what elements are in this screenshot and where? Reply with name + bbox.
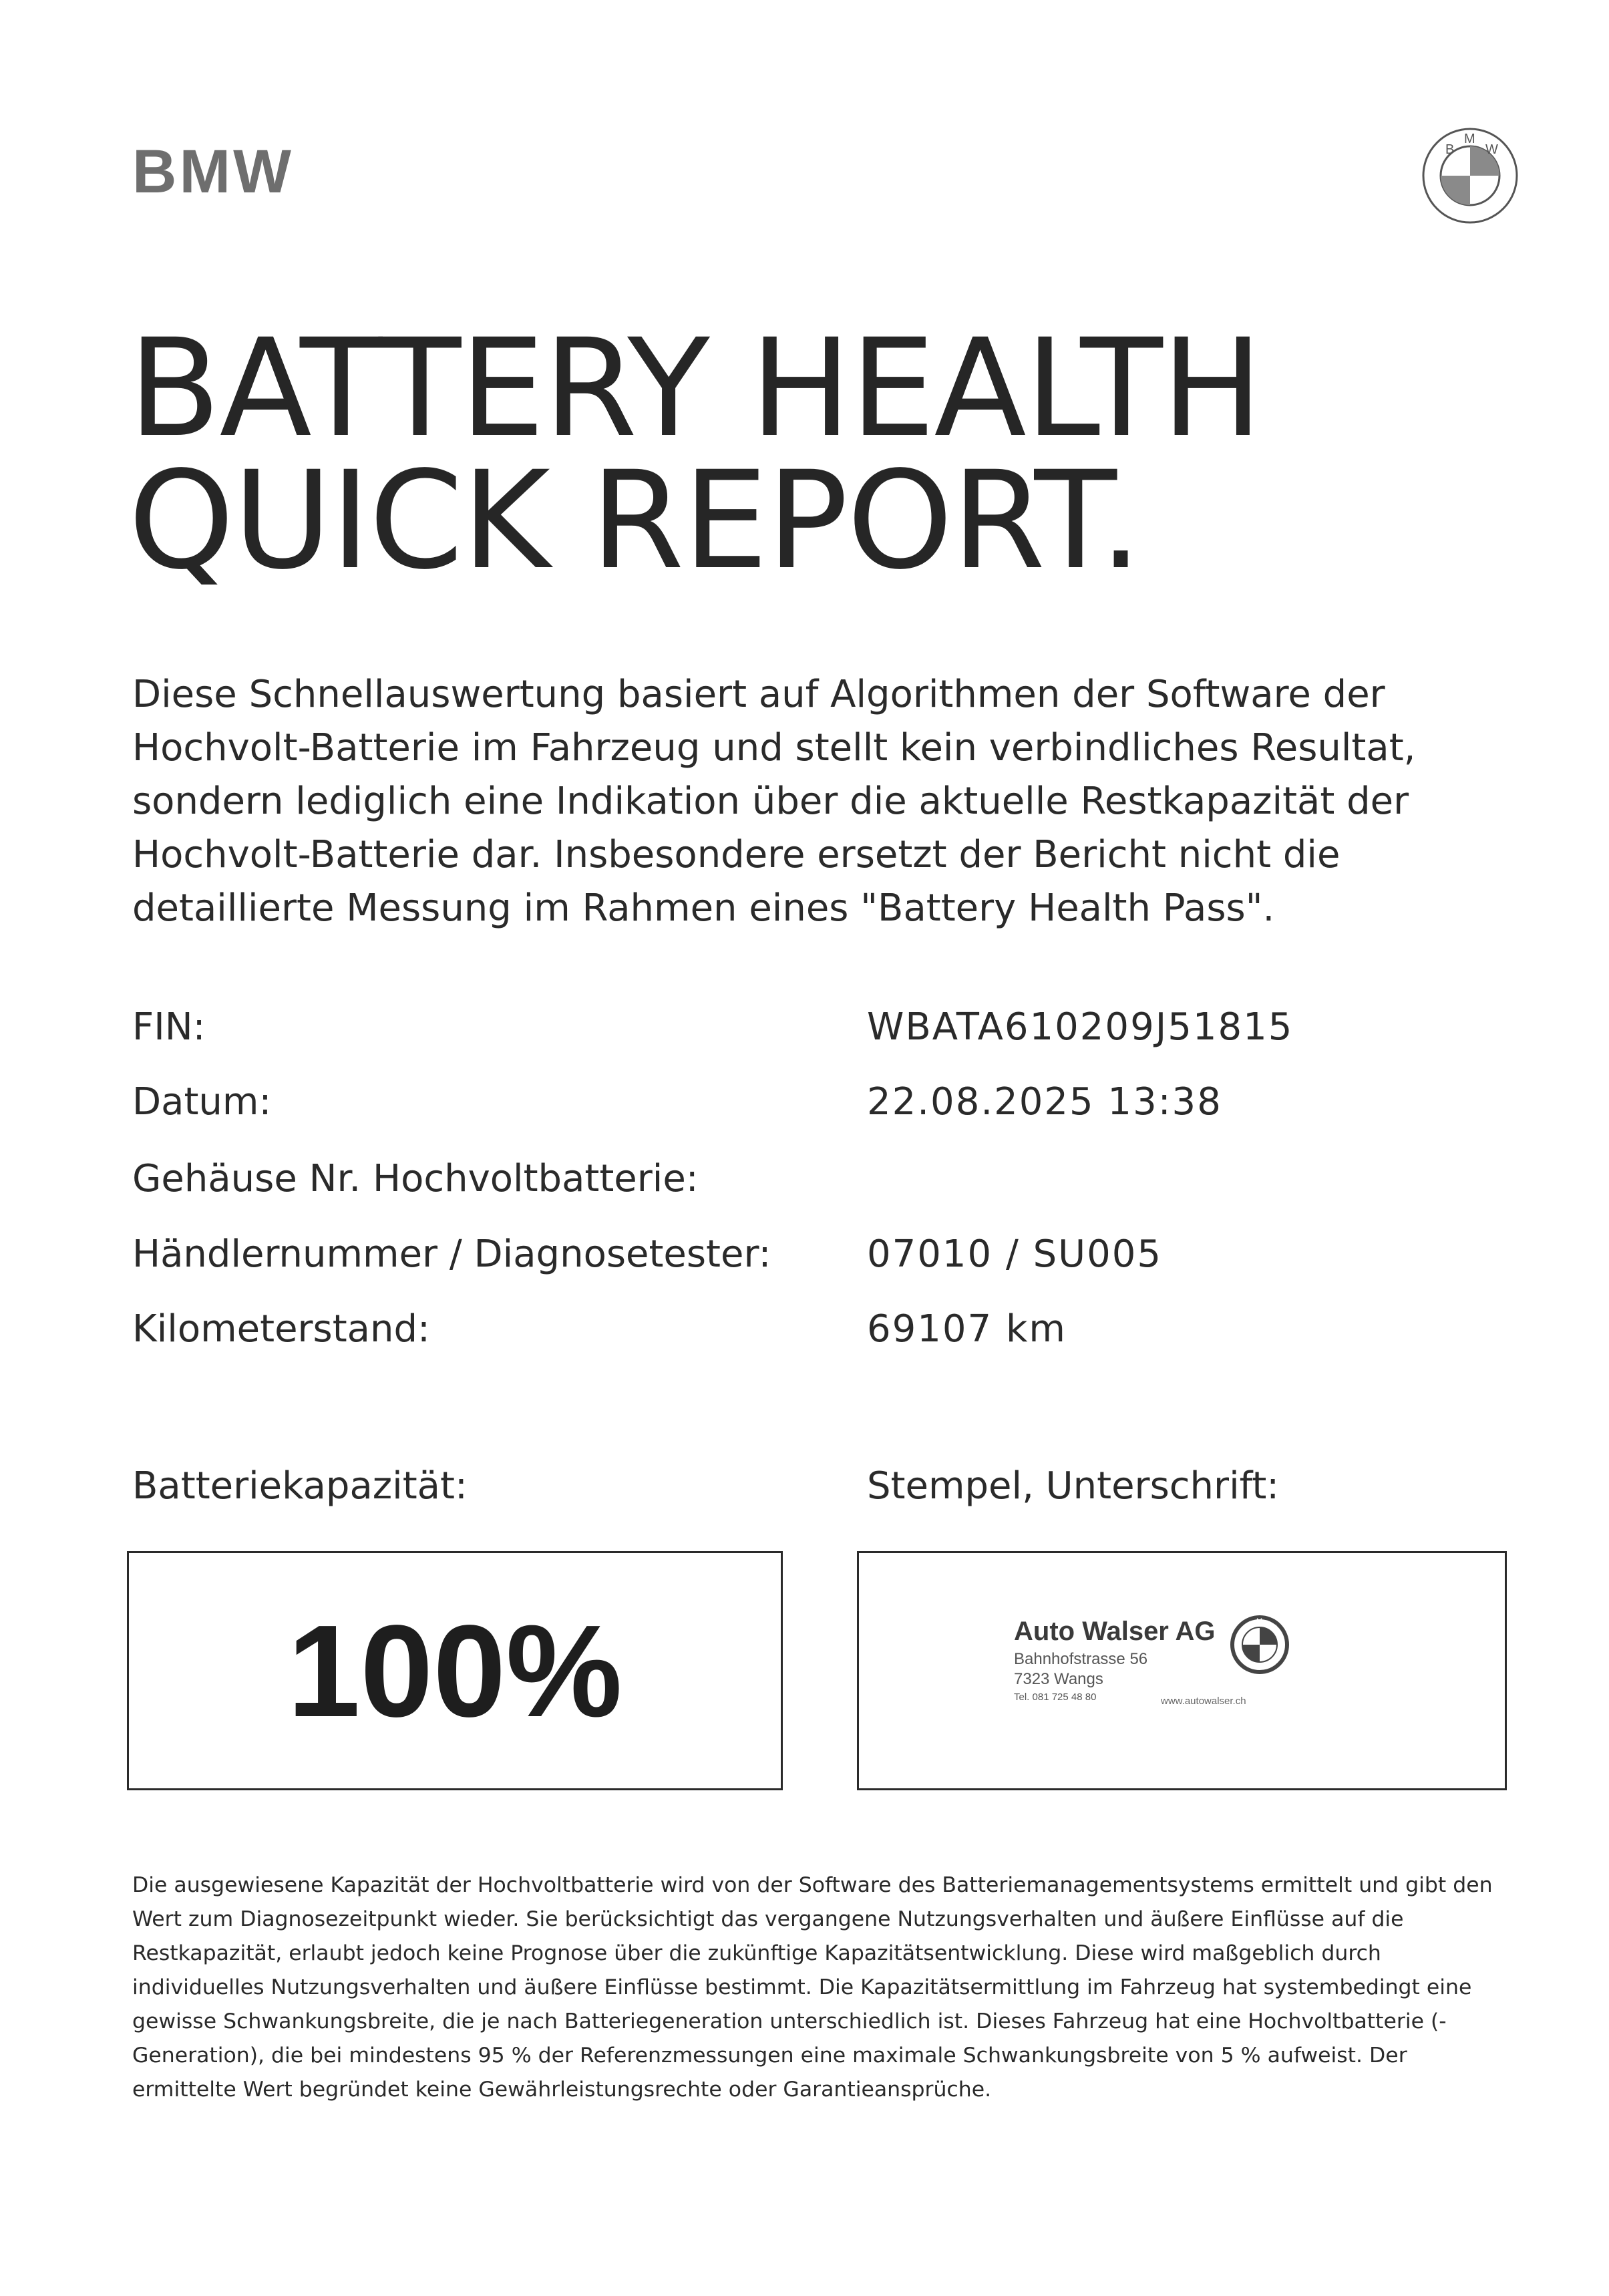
intro-paragraph: Diese Schnellauswertung basiert auf Algorithmen der Software der Hochvolt-Batterie im Fahrzeug und stellt kein verbindliches Resultat, sondern lediglich eine Indikation über die aktuelle Restkapazität der Hochvolt-Batterie dar. Insbesondere ersetzt der Bericht nicht die detaillierte Messung im Rahmen eines "Battery Health Pass". (132, 673, 1416, 930)
capacity-value: 100% (287, 1597, 622, 1744)
field-label-haendler: Händlernummer / Diagnosetester: (132, 1233, 771, 1276)
field-label-datum: Datum: (132, 1080, 272, 1124)
field-value-haendler: 07010 / SU005 (867, 1233, 1163, 1276)
field-value-fin: WBATA610209J51815 (867, 1005, 1294, 1049)
stamp-logo-letter-b: B (1244, 1624, 1249, 1632)
stamp-phone: Tel. 081 725 48 80 (1014, 1691, 1097, 1703)
stamp-dealer-name: Auto Walser AG (1014, 1617, 1216, 1646)
field-label-kilometer: Kilometerstand: (132, 1307, 430, 1351)
disclaimer-paragraph: Die ausgewiesene Kapazität der Hochvoltbatterie wird von der Software des Batteriemanagementsystems ermittelt und gibt den Wert zum Diagnosezeitpunkt wieder. Sie berücksichtigt das vergangene Nutzungsverhalten und äußere Einflüsse auf die Restkapazität, erlaubt jedoch keine Prognose über die zukünftige Kapazitätsentwicklung. Diese wird maßgeblich durch individuelles Nutzungsverhalten und äußere Einflüsse bestimmt. Die Kapazitätsermittlung im Fahrzeug hat systembedingt eine gewisse Schwankungsbreite, die je nach Batteriegeneration unterschiedlich ist. Dieses Fahrzeug hat eine Hochvoltbatterie (-Generation), die bei mindestens 95 % der Referenzmessungen eine maximale Schwankungsbreite von 5 % aufweist. Der ermittelte Wert begründet keine Gewährleistungsrechte oder Garantieansprüche. (132, 1873, 1493, 2102)
bmw-logo-icon (1420, 126, 1520, 226)
stamp-box (857, 1551, 1507, 1790)
stamp-street: Bahnhofstrasse 56 (1014, 1650, 1148, 1668)
field-label-gehaeuse: Gehäuse Nr. Hochvoltbatterie: (132, 1157, 699, 1200)
field-label-fin: FIN: (132, 1005, 206, 1049)
logo-letter-m: M (1464, 132, 1475, 146)
stamp-city: 7323 Wangs (1014, 1670, 1103, 1688)
report-title-line1: BATTERY HEALTH (128, 309, 1262, 467)
logo-letter-b: B (1445, 142, 1455, 157)
logo-letter-w: W (1485, 142, 1498, 157)
capacity-box (127, 1551, 783, 1790)
stamp-bmw-logo-icon (1230, 1615, 1289, 1674)
stamp-label: Stempel, Unterschrift: (867, 1464, 1280, 1508)
report-title-line2: QUICK REPORT. (128, 442, 1141, 599)
field-value-datum: 22.08.2025 13:38 (867, 1080, 1222, 1124)
stamp-logo-letter-m: M (1256, 1617, 1263, 1625)
field-value-kilometer: 69107 km (867, 1307, 1067, 1351)
capacity-label: Batteriekapazität: (132, 1464, 468, 1508)
stamp-website: www.autowalser.ch (1161, 1695, 1246, 1707)
stamp-logo-letter-w: W (1270, 1624, 1277, 1632)
brand-wordmark: BMW (132, 138, 294, 206)
